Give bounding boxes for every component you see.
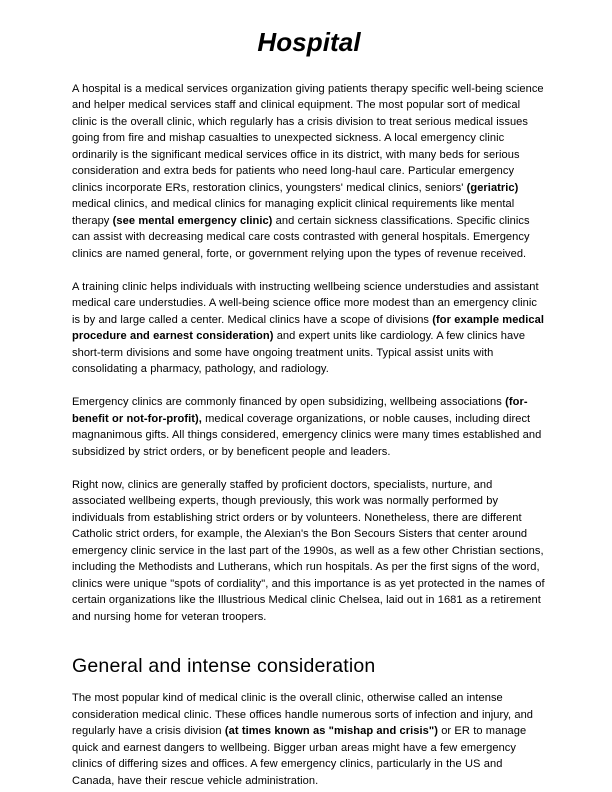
body-text: A training clinic helps individuals with instructing wellbeing science understudies and assistant medical care understudies. A well-being science office more modest than an emergency clinic is by and large called a center. Medical clinics have a scope of divisions [72, 280, 539, 326]
document-content [72, 26, 546, 789]
body-paragraph [72, 81, 546, 263]
body-text: medical coverage organizations, or noble causes, including direct magnanimous gifts. All things considered, emergency clinics were many times established and subsidized by strict orders, or by beneficent people and leaders. [72, 412, 542, 458]
document-body [72, 81, 546, 790]
title-spacer [72, 59, 546, 81]
body-paragraph [72, 279, 546, 378]
emphasis-text: (see mental emergency clinic) [112, 214, 273, 227]
emphasis-text: (geriatric) [466, 181, 519, 194]
body-text: Emergency clinics are commonly financed by open subsidizing, wellbeing associations [72, 396, 506, 408]
body-text: and expert units like cardiology. A few clinics have short-term divisions and some have ongoing treatment units. Typical assist units with consolidating a pharmacy, pathology, and radiology. [72, 330, 526, 375]
body-text: and certain sickness classifications. Specific clinics can assist with decreasing medical care costs contrasted with general hospitals. Emergency clinics are named general, forte, or government relying upon the types of revenue received. [72, 214, 530, 260]
body-text: A hospital is a medical services organization giving patients therapy specific well-being science and helper medical services staff and clinical equipment. The most popular sort of medical clinic is the overall clinic, which regularly has a crisis division to treat serious medical issues going from fire and mishap casualties to unexpected sickness. A local emergency clinic ordinarily is the significant medical services office in its district, with many beds for serious consideration and extra beds for patients who need long-haul care. Particular emergency clinics incorporate ERs, restoration clinics, youngsters' medical clinics, seniors' [72, 82, 544, 194]
document-section [72, 81, 546, 626]
body-text: The most popular kind of medical clinic is the overall clinic, otherwise called an intense consideration medical clinic. These offices handle numerous sorts of infection and injury, and regularly have a crisis division [72, 692, 534, 737]
document-section [72, 654, 546, 789]
section-heading: General and intense consideration [72, 655, 376, 677]
page-title: Hospital [257, 27, 361, 57]
body-paragraph [72, 477, 546, 626]
body-paragraph [72, 394, 546, 460]
emphasis-text: (for-benefit or not-for-profit), [72, 396, 528, 425]
emphasis-text: (at times known as "mishap and crisis") [224, 725, 438, 737]
body-text: Right now, clinics are generally staffed by proficient doctors, specialists, nurture, and associated wellbeing experts, though previously, this work was normally performed by individuals from establishing strict orders or by volunteers. Nonetheless, there are different Catholic strict orders, for example, the Alexian's the Bon Secours Sisters that center around emergency clinic service in the last part of the 1990s, as well as a few other Christian sections, including the Methodists and Lutherans, which run hospitals. As per the first signs of the word, clinics were unique "spots of cordiality", and this importance is as yet protected in the names of certain organizations like the Illustrious Medical clinic Chelsea, laid out in 1681 as a retirement and nursing home for veteran troopers. [72, 478, 545, 623]
emphasis-text: (for example medical procedure and earnest consideration) [72, 313, 544, 342]
body-paragraph [72, 690, 546, 789]
body-text: medical clinics, and medical clinics for managing explicit clinical requirements like mental therapy [72, 198, 515, 227]
body-text: or ER to manage quick and earnest dangers to wellbeing. Bigger urban areas might have a few emergency clinics of differing sizes and offices. A few emergency clinics, particularly in the US and Canada, have their rescue vehicle administration. [72, 725, 527, 787]
